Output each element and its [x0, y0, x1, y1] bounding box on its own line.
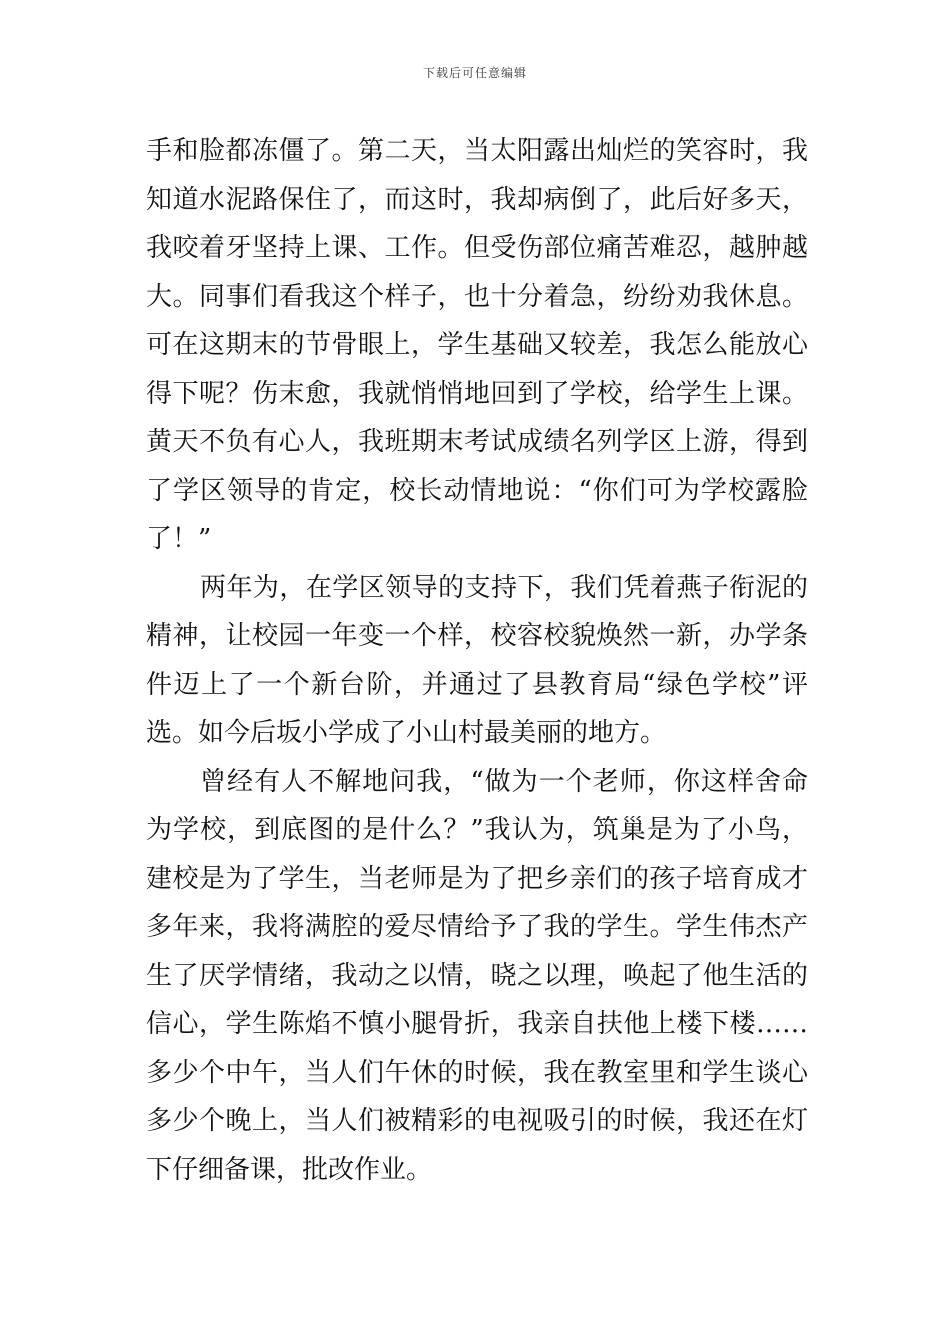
text-line: 黄天不负有心人，我班期末考试成绩名列学区上游，得到	[146, 427, 808, 457]
text-line: 曾经有人不解地问我，“做为一个老师，你这样舍命	[200, 766, 808, 797]
text-line: 多年来，我将满腔的爱尽情给予了我的学生。学生伟杰产	[146, 912, 808, 942]
text-line: 了学区领导的肯定，校长动情地说：“你们可为学校露脸	[146, 475, 808, 506]
text-line: 生了厌学情绪，我动之以情，晓之以理，唤起了他生活的	[146, 960, 808, 991]
text-line: 可在这期末的节骨眼上，学生基础又较差，我怎么能放心	[146, 330, 808, 360]
text-line: 为学校，到底图的是什么？”我认为，筑巢是为了小鸟，	[146, 815, 808, 845]
text-line: 手和脸都冻僵了。第二天，当太阳露出灿烂的笑容时，我	[146, 136, 808, 166]
text-line: 多少个中午，当人们午休的时候，我在教室里和学生谈心	[146, 1057, 808, 1088]
text-line: 大。同事们看我这个样子，也十分着急，纷纷劝我休息。	[146, 281, 808, 312]
text-line: 了！”	[146, 524, 212, 554]
page-header: 下载后可任意编辑	[422, 66, 527, 80]
text-line: 得下呢？伤末愈，我就悄悄地回到了学校，给学生上课。	[146, 378, 808, 409]
text-line: 知道水泥路保住了，而这时，我却病倒了，此后好多天，	[146, 184, 808, 215]
text-line: 下仔细备课，批改作业。	[146, 1154, 433, 1185]
text-line: 我咬着牙坚持上课、工作。但受伤部位痛苦难忍，越肿越	[146, 233, 808, 263]
text-line: 建校是为了学生，当老师是为了把乡亲们的孩子培育成才	[146, 863, 808, 894]
text-line: 件迈上了一个新台阶，并通过了县教育局“绿色学校”评	[146, 669, 808, 700]
document-body	[146, 127, 808, 1194]
text-line: 两年为，在学区领导的支持下，我们凭着燕子衔泥的	[200, 572, 808, 603]
text-line: 精神，让校园一年变一个样，校容校貌焕然一新，办学条	[146, 621, 808, 651]
text-line: 信心，学生陈焰不慎小腿骨折，我亲自扶他上楼下楼……	[146, 1009, 808, 1039]
text-line: 多少个晚上，当人们被精彩的电视吸引的时候，我还在灯	[146, 1106, 808, 1136]
text-line: 选。如今后坂小学成了小山村最美丽的地方。	[146, 718, 667, 748]
